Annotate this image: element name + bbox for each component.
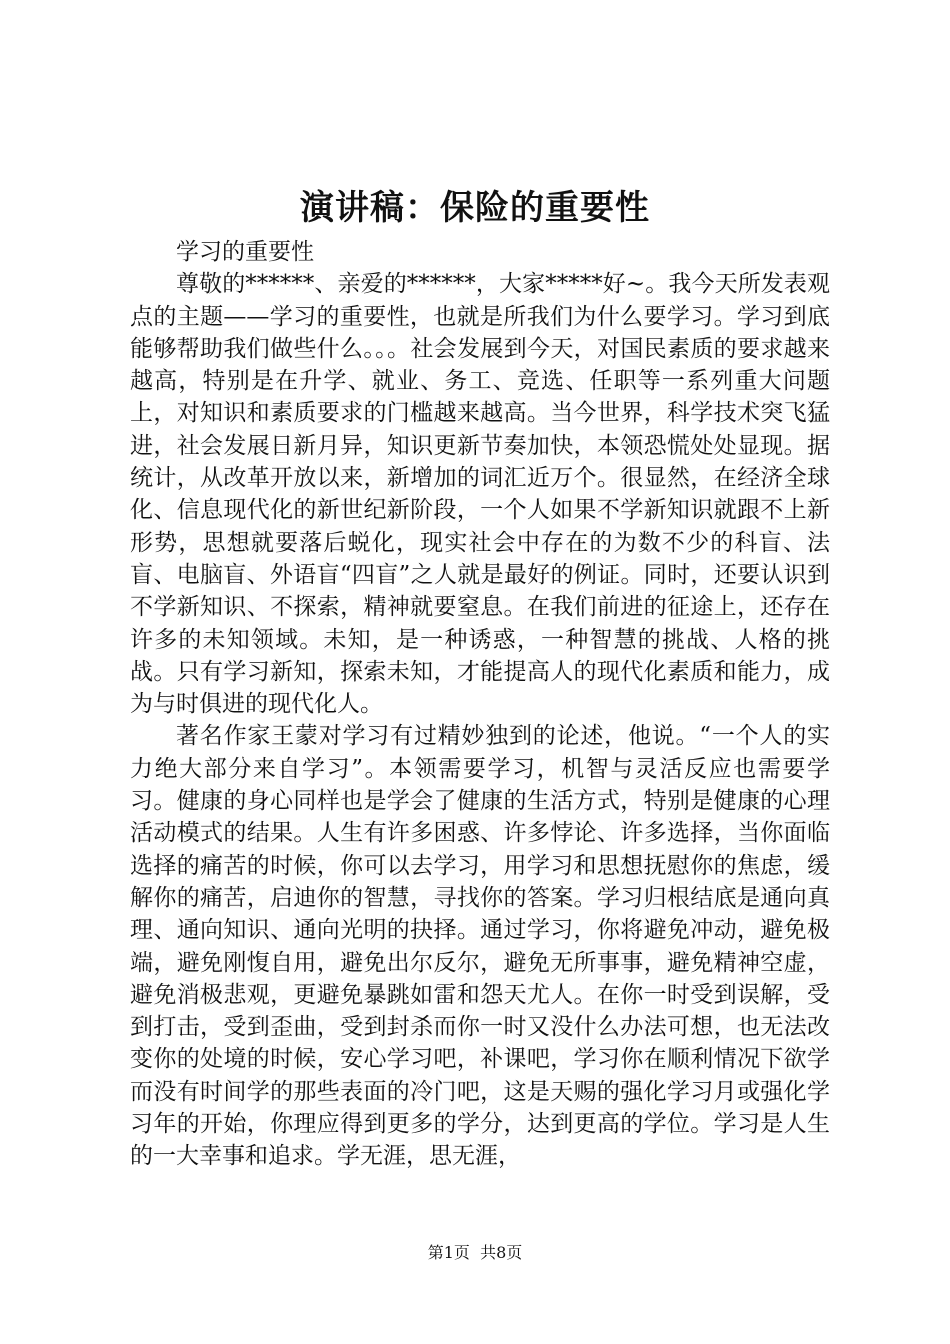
document-title: 演讲稿：保险的重要性 [300,188,650,228]
page-indicator: 第1页 共8页 [427,1243,523,1262]
body-paragraph: 著名作家王蒙对学习有过精妙独到的论述，他说。“一个人的实力绝大部分来自学习”。本领需要学习，机智与灵活反应也需要学习。健康的身心同样也是学会了健康的生活方式，特别是健康的心理活动模式的结果。人生有许多困惑、许多悖论、许多选择，当你面临选择的痛苦的时候，你可以去学习，用学习和思想抚慰你的焦虑，缓解你的痛苦，启迪你的智慧，寻找你的答案。学习归根结底是通向真理、通向知识、通向光明的抉择。通过学习，你将避免冲动，避免极端，避免刚愎自用，避免出尔反尔，避免无所事事，避免精神空虚，避免消极悲观，更避免暴跳如雷和怨天尤人。在你一时受到误解，受到打击，受到歪曲，受到封杀而你一时又没什么办法可想，也无法改变你的处境的时候，安心学习吧，补课吧，学习你在顺利情况下欲学而没有时间学的那些表面的冷门吧，这是天赐的强化学习月或强化学习年的开始，你理应得到更多的学分，达到更高的学位。学习是人生的一大幸事和追求。学无涯，思无涯， [130,723,830,1170]
document-body [130,236,830,1173]
subtitle-paragraph: 学习的重要性 [176,239,314,265]
body-paragraph: 尊敬的******、亲爱的******，大家*****好~。我今天所发表观点的主题——学习的重要性，也就是所我们为什么要学习。学习到底能够帮助我们做些什么。。。社会发展到今天，对国民素质的要求越来越高，特别是在升学、就业、务工、竞选、任职等一系列重大问题上，对知识和素质要求的门槛越来越高。当今世界，科学技术突飞猛进，社会发展日新月异，知识更新节奏加快，本领恐慌处处显现。据统计，从改革开放以来，新增加的词汇近万个。很显然，在经济全球化、信息现代化的新世纪新阶段，一个人如果不学新知识就跟不上新形势，思想就要落后蜕化，现实社会中存在的为数不少的科盲、法盲、电脑盲、外语盲“四盲”之人就是最好的例证。同时，还要认识到不学新知识、不探索，精神就要窒息。在我们前进的征途上，还存在许多的未知领域。未知，是一种诱惑，一种智慧的挑战、人格的挑战。只有学习新知，探索未知，才能提高人的现代化素质和能力，成为与时俱进的现代化人。 [130,271,830,718]
